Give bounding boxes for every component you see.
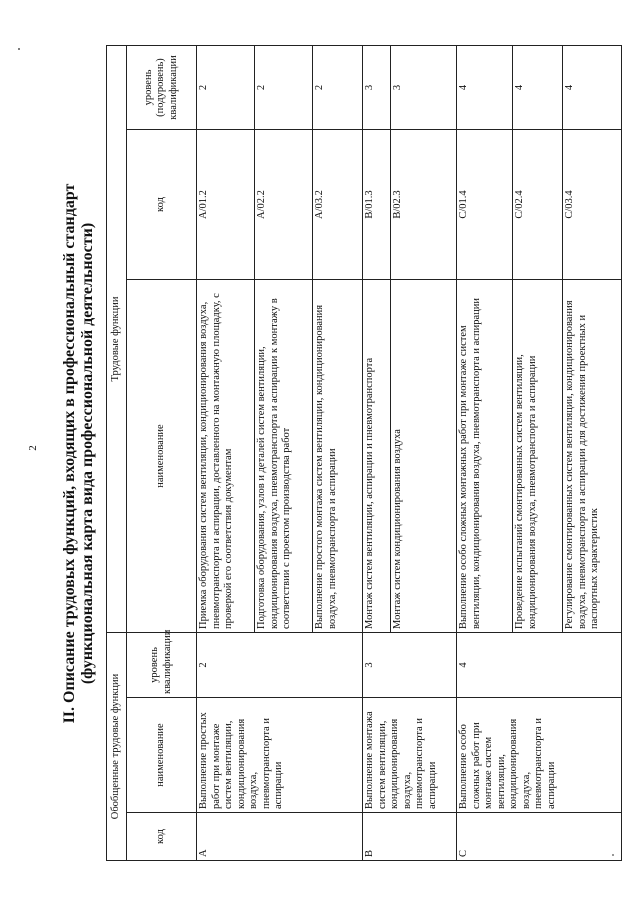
header-gen-level: уровень квалификации bbox=[127, 633, 197, 698]
function-level-cell: 2 bbox=[255, 45, 313, 129]
function-level-cell: 2 bbox=[313, 45, 363, 129]
gen-level-cell: 2 bbox=[197, 633, 363, 698]
heading-line-2: (функциональная карта вида профессиональной деятельности) bbox=[79, 222, 96, 685]
gen-code-cell: B bbox=[363, 813, 457, 861]
gen-name-cell: Выполнение особо сложных работ при монтаже систем вентиляции, кондиционирования воздуха, пневмотранспорта и аспирации bbox=[457, 698, 622, 813]
scan-speck bbox=[18, 48, 20, 50]
function-code-cell: A/02.2 bbox=[255, 130, 313, 280]
heading-line-1: II. Описание трудовых функций, входящих в профессиональный стандарт bbox=[61, 183, 78, 724]
function-code-cell: B/02.3 bbox=[391, 130, 457, 280]
function-level-cell: 4 bbox=[513, 45, 563, 129]
function-code-cell: C/01.4 bbox=[457, 130, 513, 280]
header-func-name: наименование bbox=[127, 280, 197, 633]
page-number: 2 bbox=[26, 445, 39, 451]
header-generalized-functions: Обобщенные трудовые функции bbox=[107, 633, 127, 861]
function-code-cell: A/03.2 bbox=[313, 130, 363, 280]
function-level-cell: 3 bbox=[391, 45, 457, 129]
function-name-cell: Регулирование смонтированных систем вентиляции, кондиционирования воздуха, пневмотранспорта и аспирации для достижения проектных и паспортных характеристик bbox=[563, 280, 622, 633]
function-name-cell: Монтаж систем кондиционирования воздуха bbox=[391, 280, 457, 633]
gen-level-cell: 3 bbox=[363, 633, 457, 698]
rotated-page-content bbox=[61, 46, 621, 861]
gen-name-cell: Выполнение монтажа систем вентиляции, кондиционирования воздуха, пневмотранспорта и аспирации bbox=[363, 698, 457, 813]
function-name-cell: Выполнение особо сложных монтажных работ при монтаже систем вентиляции, кондиционирования воздуха, пневмотранспорта и аспирации bbox=[457, 280, 513, 633]
function-level-cell: 2 bbox=[197, 45, 255, 129]
function-code-cell: B/01.3 bbox=[363, 130, 391, 280]
gen-name-cell: Выполнение простых работ при монтаже систем вентиляции, кондиционирования воздуха, пневмотранспорта и аспирации bbox=[197, 698, 363, 813]
gen-code-cell: A bbox=[197, 813, 363, 861]
header-gen-name: наименование bbox=[127, 698, 197, 813]
function-level-cell: 4 bbox=[457, 45, 513, 129]
header-labor-functions: Трудовые функции bbox=[107, 45, 127, 632]
functional-map-table bbox=[106, 45, 622, 861]
gen-code-cell: C bbox=[457, 813, 622, 861]
function-level-cell: 3 bbox=[363, 45, 391, 129]
function-code-cell: A/01.2 bbox=[197, 130, 255, 280]
section-heading bbox=[61, 46, 101, 861]
function-name-cell: Приемка оборудования систем вентиляции, кондиционирования воздуха, пневмотранспорта и аспирации, доставленного на монтажную площадку, с проверкой его соответствия документам bbox=[197, 280, 255, 633]
function-name-cell: Монтаж систем вентиляции, аспирации и пневмотранспорта bbox=[363, 280, 391, 633]
header-func-code: код bbox=[127, 130, 197, 280]
function-name-cell: Выполнение простого монтажа систем вентиляции, кондиционирования воздуха, пневмотранспорта и аспирации bbox=[313, 280, 363, 633]
header-func-level: уровень (подуровень) квалификации bbox=[127, 45, 197, 129]
function-level-cell: 4 bbox=[563, 45, 622, 129]
function-name-cell: Подготовка оборудования, узлов и деталей систем вентиляции, кондиционирования воздуха, пневмотранспорта и аспирации к монтажу в соответствии с проектом производства работ bbox=[255, 280, 313, 633]
function-code-cell: C/02.4 bbox=[513, 130, 563, 280]
function-code-cell: C/03.4 bbox=[563, 130, 622, 280]
function-name-cell: Проведение испытаний смонтированных систем вентиляции, кондиционирования воздуха, пневмотранспорта и аспирации bbox=[513, 280, 563, 633]
gen-level-cell: 4 bbox=[457, 633, 622, 698]
header-gen-code: код bbox=[127, 813, 197, 861]
